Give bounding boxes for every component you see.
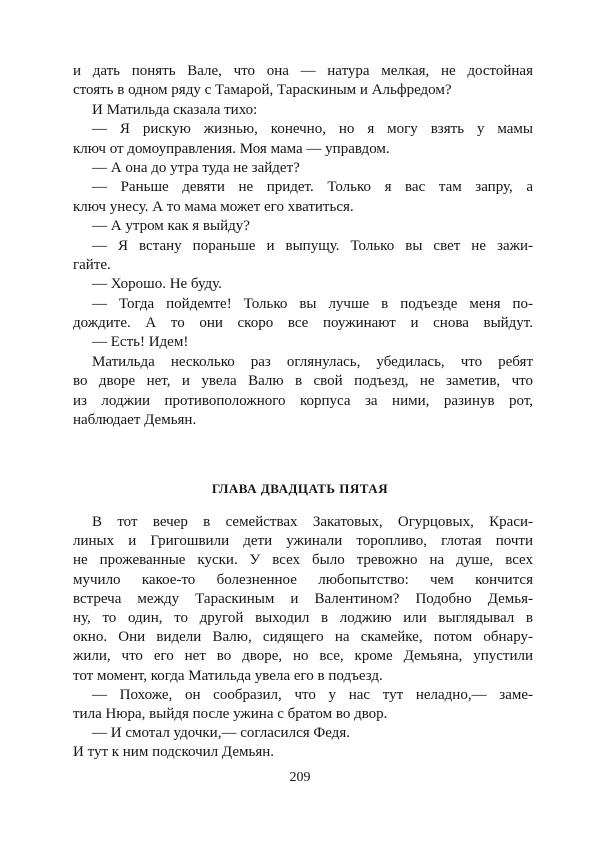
text-block-bottom [73,513,533,762]
text-line: ключ унесу. А то мама может его хватиться. [73,198,354,215]
text-line: мучило какое-то болезненное любопытство: чем кончится [73,571,533,588]
text-line: ну, то один, то другой выходил в лоджию или выглядывал в [73,609,533,626]
text-line: ключ от домоуправления. Моя мама — управдом. [73,140,390,157]
text-line: наблюдает Демьян. [73,412,197,429]
text-line: — А она до утра туда не зайдет? [92,159,300,176]
text-block-top [73,62,533,430]
text-line: и дать понять Вале, что она — натура мелкая, не достойная [73,63,533,79]
text-line: — Похоже, он сообразил, что у нас тут неладно,— заме- [92,686,533,703]
page-number: 209 [289,770,311,785]
text-line: И Матильда сказала тихо: [92,101,258,118]
text-line: во дворе нет, и увела Валю в свой подъезд, не заметив, что [73,373,533,390]
text-line: встреча между Тараскиным и Валентином? Подобно Демья- [73,590,533,607]
text-line: — Я встану пораньше и выпущу. Только вы свет не зажи- [92,237,533,254]
text-line: окно. Они видели Валю, сидящего на скамейке, потом обнару- [73,629,533,646]
text-line: В тот вечер в семействах Закатовых, Огурцовых, Краси- [92,514,533,530]
text-line: Матильда несколько раз оглянулась, убедилась, что ребят [92,353,533,370]
text-line: тот момент, когда Матильда увела его в подъезд. [73,667,383,684]
text-line: не прожеванные куски. У всех было тревожно на душе, всех [73,552,533,569]
text-line: стоять в одном ряду с Тамарой, Тараскиным и Альфредом? [73,82,452,99]
text-line: — Я рискую жизнью, конечно, но я могу взять у мамы [92,121,533,138]
text-line: тила Нюра, выйдя после ужина с братом во двор. [73,705,388,722]
text-line: линых и Григошвили дети ужинали торопливо, глотая почти [73,533,533,550]
text-line: дождите. А то они скоро все поужинают и снова выйдут. [73,315,533,332]
text-line: — Есть! Идем! [92,334,189,351]
text-line: — И смотал удочки,— согласился Федя. [92,725,350,742]
text-line: гайте. [73,256,111,273]
text-line: — Хорошо. Не буду. [92,276,222,293]
text-line: — Тогда пойдемте! Только вы лучше в подъезде меня по- [92,295,533,312]
chapter-heading: ГЛАВА ДВАДЦАТЬ ПЯТАЯ [211,481,389,496]
text-line: — Раньше девяти не придет. Только я вас там запру, а [92,179,533,196]
text-line: из лоджии противоположного корпуса за ними, разинув рот, [73,392,533,409]
text-line: жили, что его нет во дворе, но все, кроме Демьяна, упустили [73,648,533,665]
text-line: И тут к ним подскочил Демьян. [73,744,274,761]
text-line: — А утром как я выйду? [92,218,250,235]
